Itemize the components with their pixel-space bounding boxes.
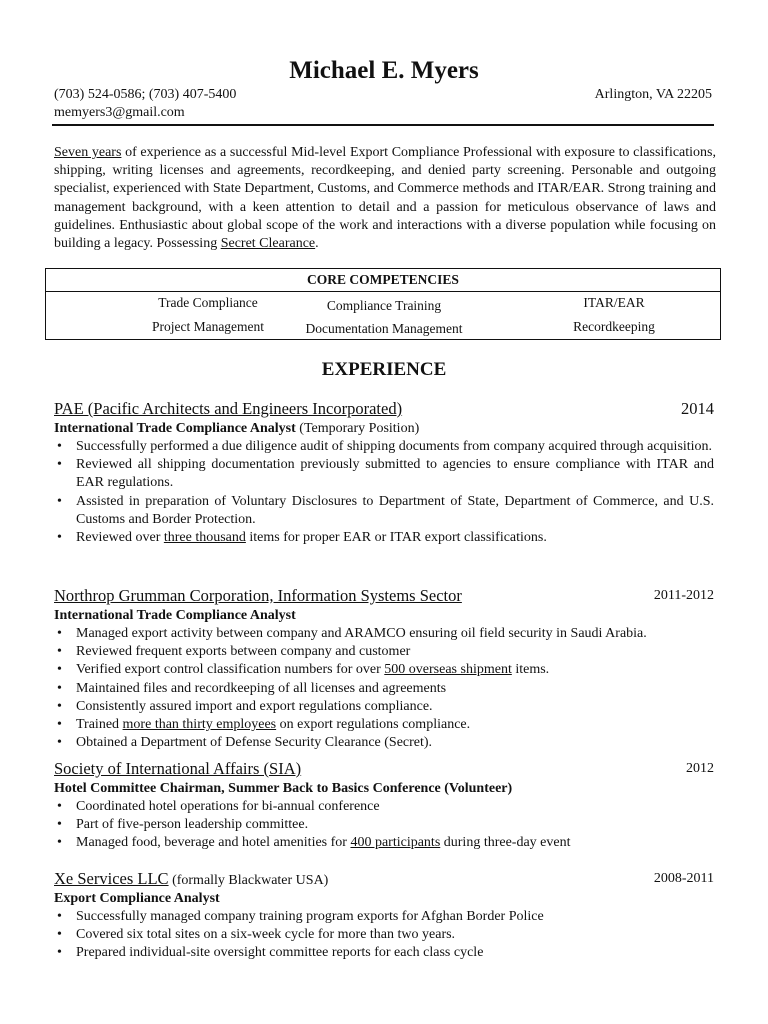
job-entry-pae bbox=[54, 398, 714, 547]
bullet-text: items for proper EAR or ITAR export classifications. bbox=[245, 530, 547, 546]
job-bullets bbox=[54, 625, 714, 752]
summary-years: Seven years bbox=[54, 145, 122, 160]
job-bullets bbox=[54, 438, 714, 547]
job-entry-sia bbox=[54, 758, 714, 853]
company-line bbox=[54, 868, 714, 890]
bullet-item bbox=[54, 716, 714, 734]
email-address: memyers3@gmail.com bbox=[54, 105, 185, 120]
bullet-text: during three-day event bbox=[440, 835, 571, 851]
phone-numbers: (703) 524-0586; (703) 407-5400 bbox=[54, 87, 237, 102]
job-bullets bbox=[54, 908, 714, 963]
bullet-text: Trained bbox=[76, 717, 123, 733]
job-entry-xe bbox=[54, 868, 714, 963]
bullet-item: • Prepared individual-site oversight committee reports for each class cycle bbox=[54, 944, 714, 962]
job-year: 2014 bbox=[681, 399, 714, 418]
bullet-highlight: 500 overseas shipment bbox=[384, 662, 512, 678]
bullet-item: • Covered six total sites on a six-week cycle for more than two years. bbox=[54, 926, 714, 944]
job-title-line bbox=[54, 780, 714, 798]
bullet-item: • Successfully performed a due diligence audit of shipping documents from company acquired through acquisition. bbox=[54, 438, 714, 456]
company-line bbox=[54, 398, 714, 420]
bullet-highlight: more than thirty employees bbox=[122, 717, 277, 733]
job-year: 2012 bbox=[686, 761, 714, 776]
job-year: 2011-2012 bbox=[653, 588, 714, 603]
summary-body: of experience as a successful Mid-level Export Compliance Professional with exposure to classifications, shipping, writing licenses and agreements, recordkeeping, and denied party screening. Personable and outgoing specialist, experienced with State Department, Customs, and Commerce methods and ITAR/EAR. Strong training and management background, with a keen attention to detail and a passion for meticulous observance of laws and guidelines. Enthusiastic about global scope of the work and interactions with a diverse population while focusing on building a legacy. Possessing bbox=[54, 145, 716, 252]
job-title-line bbox=[54, 607, 714, 625]
bullet-item: • Coordinated hotel operations for bi-annual conference bbox=[54, 798, 714, 816]
bullet-item: • Managed export activity between company and ARAMCO ensuring oil field security in Saudi Arabia. bbox=[54, 625, 714, 643]
summary-end: . bbox=[315, 236, 319, 252]
company-line bbox=[54, 585, 714, 607]
company-line bbox=[54, 758, 714, 780]
bullet-item: • Assisted in preparation of Voluntary Disclosures to Department of State, Department of Commerce, and U.S. Customs and Border Protection. bbox=[54, 493, 714, 529]
competency-item: Recordkeeping bbox=[573, 319, 655, 334]
company-note: (formally Blackwater USA) bbox=[168, 873, 329, 888]
competency-item: Compliance Training bbox=[326, 298, 442, 313]
job-title-line bbox=[54, 890, 714, 908]
core-divider bbox=[46, 291, 720, 292]
bullet-text: Managed food, beverage and hotel amenities for bbox=[76, 835, 351, 851]
company-name: Society of International Affairs (SIA) bbox=[54, 759, 302, 778]
job-title-line bbox=[54, 420, 714, 438]
bullet-item bbox=[54, 661, 714, 679]
competency-item: Project Management bbox=[151, 319, 265, 334]
bullet-highlight: 400 participants bbox=[350, 835, 441, 851]
core-competencies-box bbox=[45, 268, 721, 340]
job-title: International Trade Compliance Analyst bbox=[54, 608, 296, 623]
candidate-name: Michael E. Myers bbox=[289, 57, 479, 84]
job-year: 2008-2011 bbox=[653, 871, 714, 886]
bullet-item bbox=[54, 529, 714, 547]
company-name: Northrop Grumman Corporation, Information Systems Sector bbox=[54, 586, 462, 605]
bullet-item: • Reviewed all shipping documentation previously submitted to agencies to ensure compliance with ITAR and EAR regulations. bbox=[54, 456, 714, 492]
bullet-text: items. bbox=[511, 662, 550, 678]
bullet-item: • Consistently assured import and export regulations compliance. bbox=[54, 698, 714, 716]
job-title: Hotel Committee Chairman, Summer Back to Basics Conference (Volunteer) bbox=[54, 781, 513, 796]
bullet-item: • Successfully managed company training program exports for Afghan Border Police bbox=[54, 908, 714, 926]
location: Arlington, VA 22205 bbox=[594, 87, 712, 102]
company-name-line bbox=[54, 868, 328, 892]
bullet-item: • Maintained files and recordkeeping of all licenses and agreements bbox=[54, 680, 714, 698]
company-name: Xe Services LLC bbox=[54, 869, 169, 888]
job-title-note: (Temporary Position) bbox=[295, 421, 420, 436]
bullet-text: Verified export control classification numbers for over bbox=[76, 662, 385, 678]
competency-item: Documentation Management bbox=[305, 321, 463, 336]
bullet-text: Reviewed over bbox=[76, 530, 164, 546]
bullet-highlight: three thousand bbox=[163, 530, 246, 546]
summary-clearance: Secret Clearance bbox=[220, 236, 316, 252]
job-title: International Trade Compliance Analyst bbox=[54, 421, 296, 436]
bullet-item bbox=[54, 834, 714, 852]
core-competencies-title: CORE COMPETENCIES bbox=[307, 272, 459, 287]
job-entry-northrop bbox=[54, 585, 714, 752]
bullet-item: • Reviewed frequent exports between company and customer bbox=[54, 643, 714, 661]
competency-item: Trade Compliance bbox=[158, 295, 258, 310]
bullet-item: • Part of five-person leadership committee. bbox=[54, 816, 714, 834]
header-divider bbox=[52, 124, 714, 126]
competency-item: ITAR/EAR bbox=[583, 295, 645, 310]
bullet-item: • Obtained a Department of Defense Security Clearance (Secret). bbox=[54, 734, 714, 752]
experience-heading: EXPERIENCE bbox=[321, 359, 447, 380]
bullet-text: on export regulations compliance. bbox=[276, 717, 471, 733]
job-bullets bbox=[54, 798, 714, 853]
job-title: Export Compliance Analyst bbox=[54, 891, 220, 906]
summary-paragraph bbox=[54, 144, 716, 253]
company-name: PAE (Pacific Architects and Engineers Incorporated) bbox=[54, 399, 403, 418]
